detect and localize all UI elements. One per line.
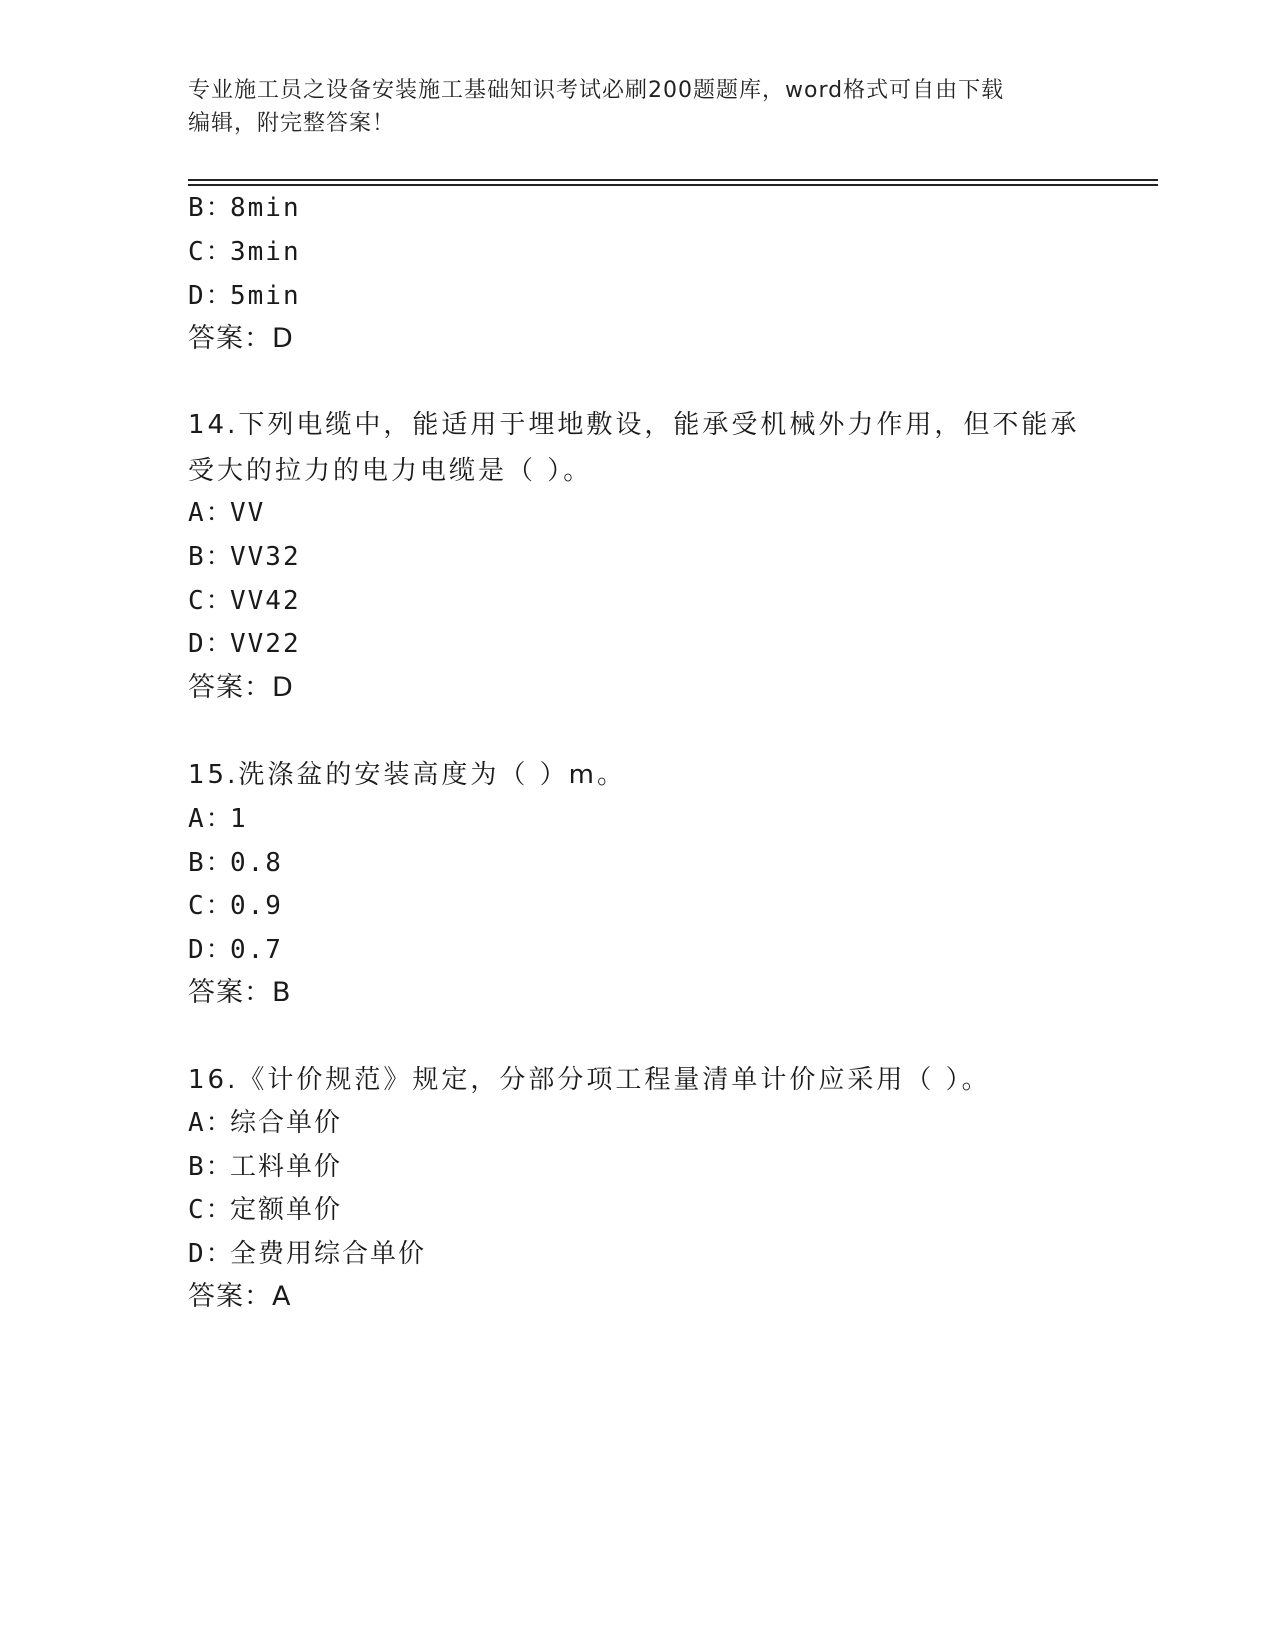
prev-option-d: D：5min: [188, 281, 301, 311]
q15-option-c: C：0.9: [188, 891, 283, 921]
q15-option-d: D：0.7: [188, 935, 283, 965]
q15-answer: 答案：B: [188, 977, 292, 1008]
question-14: [188, 402, 1088, 494]
q14-option-c: C：VV42: [188, 586, 301, 616]
q14-option-d: D：VV22: [188, 629, 301, 659]
q16-answer: 答案：A: [188, 1281, 292, 1312]
question-15: 15.洗涤盆的安装高度为（ ）m。: [188, 760, 626, 790]
q15-option-b: B：0.8: [188, 848, 283, 878]
question-16: 16.《计价规范》规定，分部分项工程量清单计价应采用（ ）。: [188, 1065, 991, 1095]
q16-option-b: B：工料单价: [188, 1152, 343, 1182]
q14-option-a: A：VV: [188, 498, 266, 528]
q15-option-a: A：1: [188, 804, 248, 834]
q14-answer: 答案：D: [188, 672, 294, 703]
header-divider-top: [188, 179, 1158, 181]
q16-option-c: C：定额单价: [188, 1195, 343, 1225]
header-divider-bottom: [188, 184, 1158, 186]
question-14-line-1: 14.下列电缆中，能适用于埋地敷设，能承受机械外力作用，但不能承: [188, 410, 1080, 440]
q16-option-d: D：全费用综合单价: [188, 1239, 427, 1269]
document-header: [188, 74, 1088, 140]
prev-option-c: C：3min: [188, 237, 301, 267]
prev-answer: 答案：D: [188, 323, 294, 354]
question-14-line-2: 受大的拉力的电力电缆是（ ）。: [188, 456, 593, 486]
header-line-2: 编辑，附完整答案！: [188, 111, 396, 136]
header-line-1: 专业施工员之设备安装施工基础知识考试必刷200题题库，word格式可自由下载: [188, 78, 1005, 103]
q16-option-a: A：综合单价: [188, 1108, 343, 1138]
q14-option-b: B：VV32: [188, 542, 301, 572]
prev-option-b: B：8min: [188, 193, 301, 223]
